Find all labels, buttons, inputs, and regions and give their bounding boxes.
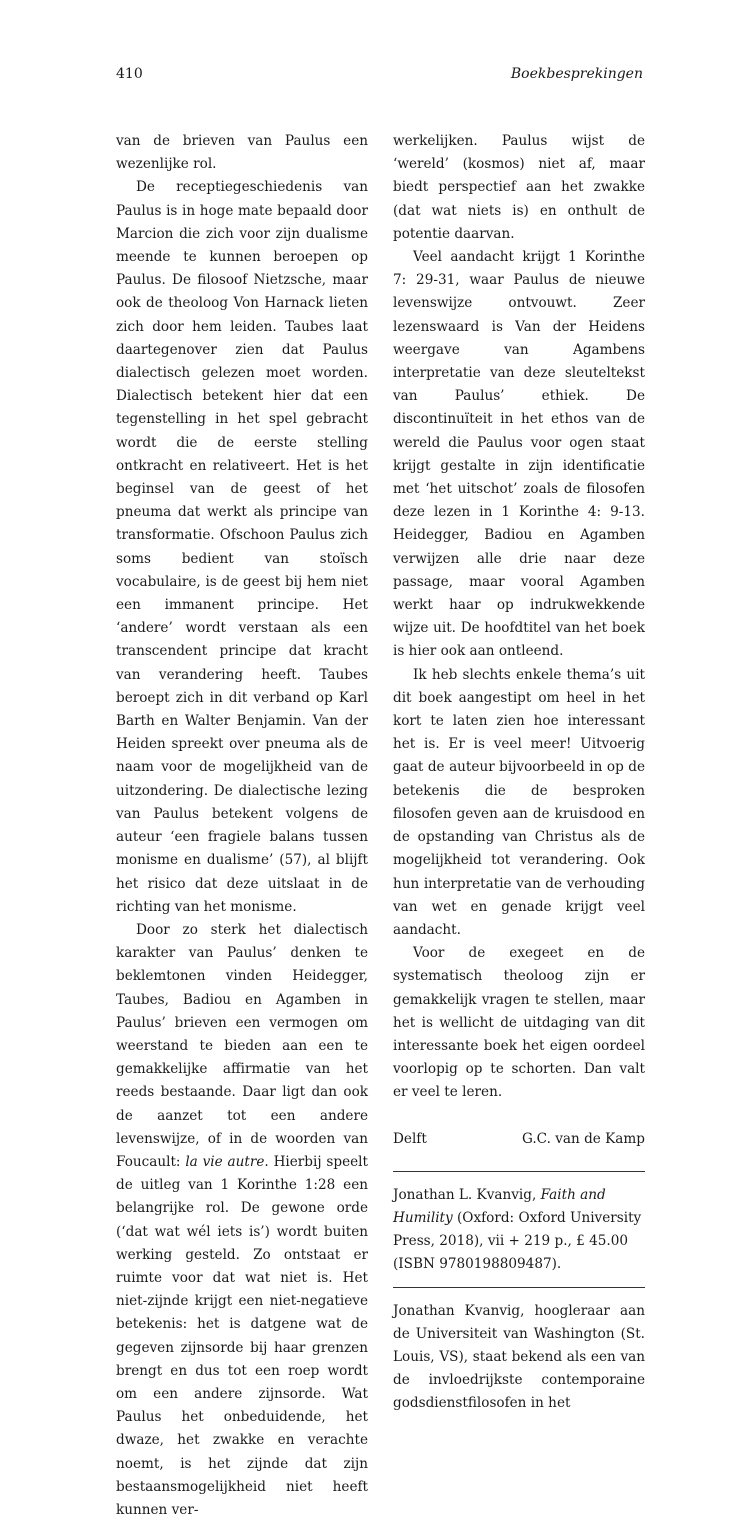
book-citation: [393, 1184, 645, 1277]
paragraph-text: Door zo sterk het dialectisch karakter van Paulus’ denken te beklemtonen vinden Heidegger, Taubes, Badiou en Agamben in Paulus’ brieven een vermogen om weerstand te bieden aan een te gemakkelijke affirmatie van het reeds bestaande. Daar ligt dan ook de aanzet tot een andere levenswijze, of in de woorden van Foucault:: [116, 921, 368, 1170]
left-column: [116, 130, 368, 1522]
paragraph-text: . Hierbij speelt de uitleg van 1 Korinthe 1:28 een belangrijke rol. De gewone orde (‘dat wat wél iets is’) wordt buiten werking gesteld. Zo ontstaat er ruimte voor dat wat niet is. Het niet-zijnde krijgt een niet-negatieve betekenis: het is datgene wat de gegeven zijnsorde bij haar grenzen brengt en dus tot een roep wordt om een andere zijnsorde. Wat Paulus het onbeduidende, het dwaze, het zwakke en verachte noemt, is het zijnde dat zijn bestaansmogelijkheid niet heeft kunnen ver-: [116, 1153, 368, 1518]
paragraph: Veel aandacht krijgt 1 Korinthe 7: 29-31, waar Paulus de nieuwe levenswijze ontvouwt. Zeer lezenswaard is Van der Heidens weergave van Agambens interpretatie van deze sleuteltekst van Paulus’ ethiek. De discontinuïteit in het ethos van de wereld die Paulus voor ogen staat krijgt gestalte in zijn identificatie met ‘het uitschot’ zoals de filosofen deze lezen in 1 Korinthe 4: 9-13. Heidegger, Badiou en Agamben verwijzen alle drie naar deze passage, maar vooral Agamben werkt haar op indrukwekkende wijze uit. De hoofdtitel van het boek is hier ook aan ontleend.: [393, 249, 645, 660]
right-column: [393, 130, 645, 1416]
review-opening: Jonathan Kvanvig, hoogleraar aan de Universiteit van Washington (St. Louis, VS), staat bekend als een van de invloedrijkste contemporaine godsdienstfilosofen in het: [393, 1302, 645, 1412]
paragraph: [116, 919, 368, 1522]
citation-publication: (Oxford: Oxford University Press, 2018), vii + 219 p., £ 45.00 (ISBN 9780198809487).: [393, 1209, 642, 1273]
signature-place: Delft: [393, 1130, 427, 1147]
review-signature: [393, 1128, 645, 1151]
citation-author: Jonathan L. Kvanvig,: [393, 1186, 541, 1203]
paragraph: van de brieven van Paulus een wezenlijke rol.: [116, 133, 368, 173]
signature-author: G.C. van de Kamp: [521, 1130, 645, 1147]
citation-text: [393, 1184, 645, 1277]
section-divider: [393, 1171, 645, 1172]
citation-title: Faith and Humility: [393, 1186, 606, 1226]
paragraph: De receptiegeschiedenis van Paulus is in hoge mate bepaald door Marcion die zich voor zijn dualisme meende te kunnen beroepen op Paulus. De filosoof Nietzsche, maar ook de theoloog Von Harnack lieten zich door hem leiden. Taubes laat daartegenover zien dat Paulus dialectisch gelezen moet worden. Dialectisch betekent hier dat een tegenstelling in het spel gebracht wordt die de eerste stelling ontkracht en relativeert. Het is het beginsel van de geest of het pneuma dat werkt als principe van transformatie. Ofschoon Paulus zich soms bedient van stoïsch vocabulaire, is de geest bij hem niet een immanent principe. Het ‘andere’ wordt verstaan als een transcendent principe dat kracht van verandering heeft. Taubes beroept zich in dit verband op Karl Barth en Walter Benjamin. Van der Heiden spreekt over pneuma als de naam voor de mogelijkheid van de uitzondering. De dialectische lezing van Paulus betekent volgens de auteur ‘een fragiele balans tussen monisme en dualisme’ (57), al blijft het risico dat deze uitslaat in de richting van het monisme.: [116, 179, 368, 915]
paragraph: werkelijken. Paulus wijst de ‘wereld’ (kosmos) niet af, maar biedt perspectief aan het zwakke (dat wat niets is) en onthult de potentie daarvan.: [393, 133, 645, 242]
paragraph: Voor de exegeet en de systematisch theoloog zijn er gemakkelijk vragen te stellen, maar het is wellicht de uitdaging van dit interessante boek het eigen oordeel voorlopig op te schorten. Dan valt er veel te leren.: [393, 945, 645, 1101]
page-number: 410: [116, 66, 143, 82]
running-head: Boekbesprekingen: [510, 66, 643, 82]
paragraph: Ik heb slechts enkele thema’s uit dit boek aangestipt om heel in het kort te laten zien hoe interessant het is. Er is veel meer! Uitvoerig gaat de auteur bijvoorbeeld in op de betekenis die de besproken filosofen geven aan de kruisdood en de opstanding van Christus als de mogelijkheid tot verandering. Ook hun interpretatie van de verhouding van wet en genade krijgt veel aandacht.: [393, 666, 645, 938]
section-divider: [393, 1287, 645, 1288]
italic-phrase: la vie autre: [185, 1153, 265, 1170]
